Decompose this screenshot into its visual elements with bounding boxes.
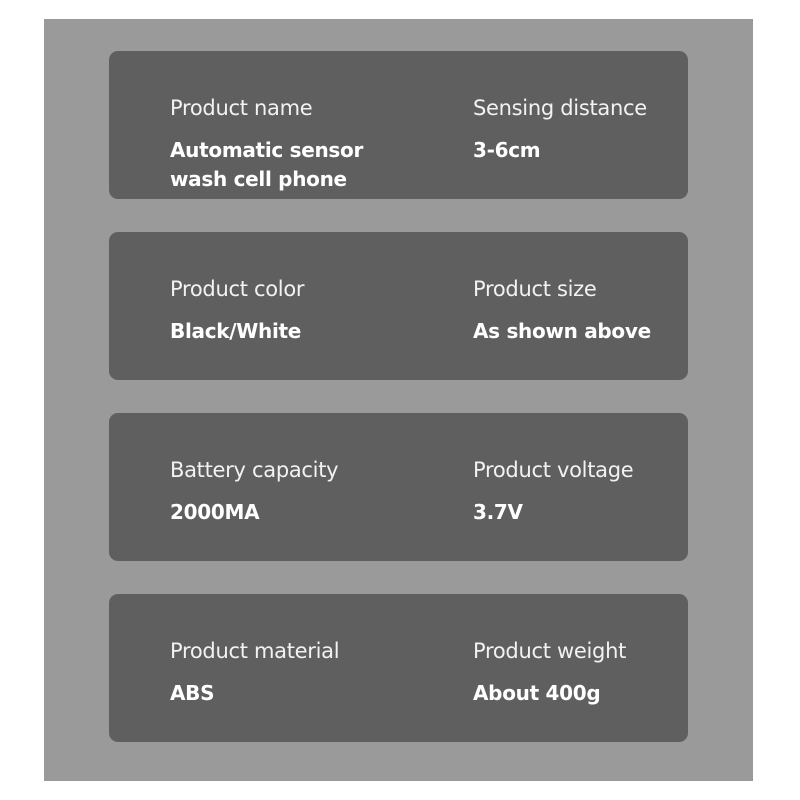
spec-value: ABS [170, 681, 215, 705]
spec-item-product-color [170, 276, 440, 346]
spec-value: Automatic sensor wash cell phone [170, 138, 364, 191]
spec-label: Product weight [473, 639, 627, 663]
spec-label: Product color [170, 277, 305, 301]
spec-label: Product voltage [473, 458, 634, 482]
spec-item-product-voltage [473, 457, 683, 527]
spec-panel [44, 19, 753, 781]
spec-card-name-distance [109, 51, 688, 199]
spec-item-sensing-distance [473, 95, 683, 165]
spec-card-battery-voltage [109, 413, 688, 561]
spec-item-battery-capacity [170, 457, 440, 527]
spec-value: Black/White [170, 319, 302, 343]
spec-item-product-weight [473, 638, 683, 708]
spec-value: 3.7V [473, 500, 523, 524]
spec-value: 2000MA [170, 500, 260, 524]
spec-value: As shown above [473, 319, 651, 343]
spec-item-product-name [170, 95, 440, 194]
spec-label: Product material [170, 639, 340, 663]
spec-label: Product name [170, 96, 313, 120]
spec-item-product-size [473, 276, 683, 346]
spec-value: About 400g [473, 681, 601, 705]
spec-value: 3-6cm [473, 138, 541, 162]
spec-label: Sensing distance [473, 96, 647, 120]
spec-label: Battery capacity [170, 458, 339, 482]
spec-card-material-weight [109, 594, 688, 742]
spec-label: Product size [473, 277, 597, 301]
spec-card-color-size [109, 232, 688, 380]
spec-item-product-material [170, 638, 440, 708]
